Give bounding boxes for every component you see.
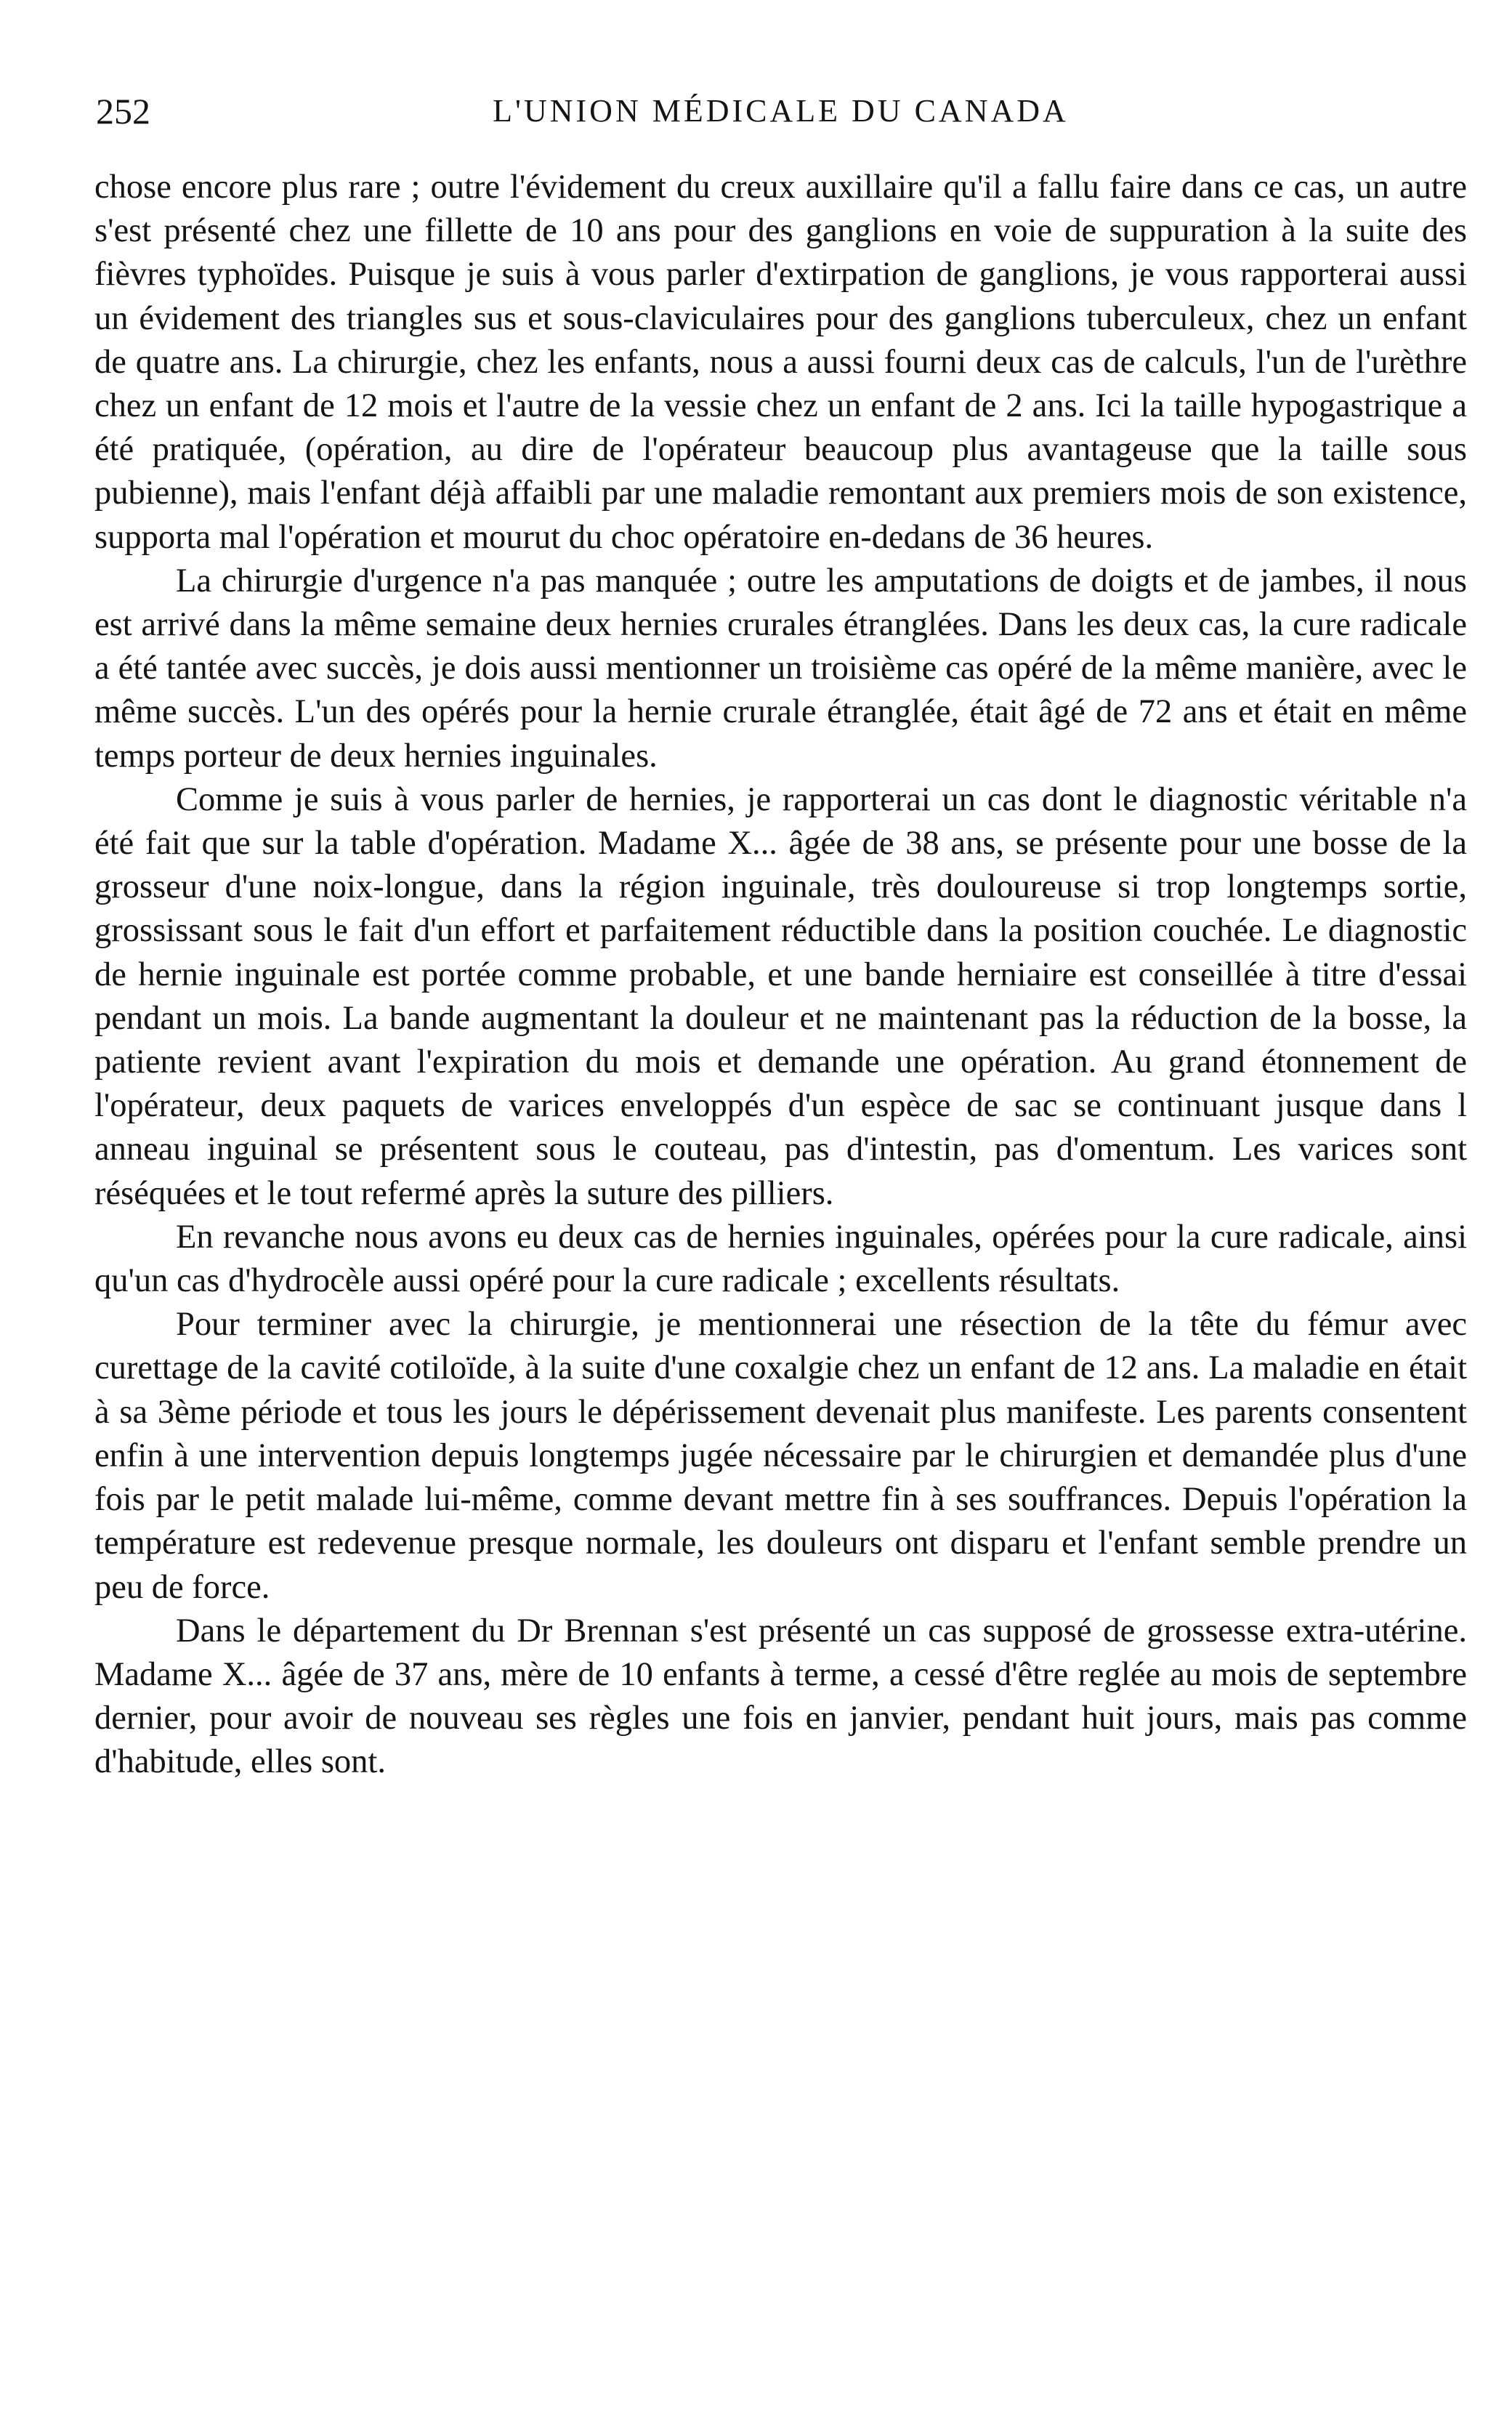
- paragraph-inguinal-hernias: En revanche nous avons eu deux cas de hernies inguinales, opérées pour la cure radicale, ainsi qu'un cas d'hydrocèle aussi opéré pour la cure radicale ; excellents résultats.: [94, 1218, 1467, 1300]
- article-body: [94, 166, 1467, 1785]
- page-number: 252: [96, 91, 150, 132]
- running-title: L'UNION MÉDICALE DU CANADA: [493, 93, 1069, 129]
- paragraph-continuation: chose encore plus rare ; outre l'évidement du creux auxillaire qu'il a fallu faire dans ce cas, un autre s'est présenté chez une fillette de 10 ans pour des ganglions en voie de suppuration à la suite des fièvres typhoïdes. Puisque je suis à vous parler d'extirpation de ganglions, je vous rapporterai aussi un évidement des triangles sus et sous-claviculaires pour des ganglions tuberculeux, chez un enfant de quatre ans. La chirurgie, chez les enfants, nous a aussi fourni deux cas de calculs, l'un de l'urèthre chez un enfant de 12 mois et l'autre de la vessie chez un enfant de 2 ans. Ici la taille hypogastrique a été pratiquée, (opération, au dire de l'opérateur beaucoup plus avantageuse que la taille sous pubienne), mais l'enfant déjà affaibli par une maladie remontant aux premiers mois de son existence, supporta mal l'opération et mourut du choc opératoire en-dedans de 36 heures.: [94, 169, 1467, 556]
- paragraph-brennan-department: Dans le département du Dr Brennan s'est présenté un cas supposé de grossesse extra-utérine. Madame X... âgée de 37 ans, mère de 10 enfants à terme, a cessé d'être reglée au mois de septembre dernier, pour avoir de nouveau ses règles une fois en janvier, pendant huit jours, mais pas comme d'habitude, elles sont.: [94, 1612, 1467, 1781]
- page-header: [94, 86, 1467, 137]
- paragraph-femur-resection: Pour terminer avec la chirurgie, je mentionnerai une résection de la tête du fémur avec curettage de la cavité cotiloïde, à la suite d'une coxalgie chez un enfant de 12 ans. La maladie en était à sa 3ème période et tous les jours le dépérissement devenait plus manifeste. Les parents consentent enfin à une intervention depuis longtemps jugée nécessaire par le chirurgien et demandée plus d'une fois par le petit malade lui-même, comme devant mettre fin à ses souffrances. Depuis l'opération la température est redevenue presque normale, les douleurs ont disparu et l'enfant semble prendre un peu de force.: [94, 1306, 1467, 1606]
- paragraph-hernia-case: Comme je suis à vous parler de hernies, je rapporterai un cas dont le diagnostic véritable n'a été fait que sur la table d'opération. Madame X... âgée de 38 ans, se présente pour une bosse de la grosseur d'une noix-longue, dans la région inguinale, très douloureuse si trop longtemps sortie, grossissant sous le fait d'un effort et parfaitement réductible dans la position couchée. Le diagnostic de hernie inguinale est portée comme probable, et une bande herniaire est conseillée à titre d'essai pendant un mois. La bande augmentant la douleur et ne maintenant pas la réduction de la bosse, la patiente revient avant l'expiration du mois et demande une opération. Au grand étonnement de l'opérateur, deux paquets de varices enveloppés d'un espèce de sac se continuant jusque dans l anneau inguinal se présentent sous le couteau, pas d'intestin, pas d'omentum. Les varices sont réséquées et le tout refermé après la suture des pilliers.: [94, 780, 1467, 1212]
- paragraph-emergency-surgery: La chirurgie d'urgence n'a pas manquée ; outre les amputations de doigts et de jambes, il nous est arrivé dans la même semaine deux hernies crurales étranglées. Dans les deux cas, la cure radicale a été tantée avec succès, je dois aussi mentionner un troisième cas opéré de la même manière, avec le même succès. L'un des opérés pour la hernie crurale étranglée, était âgé de 72 ans et était en même temps porteur de deux hernies inguinales.: [94, 562, 1467, 775]
